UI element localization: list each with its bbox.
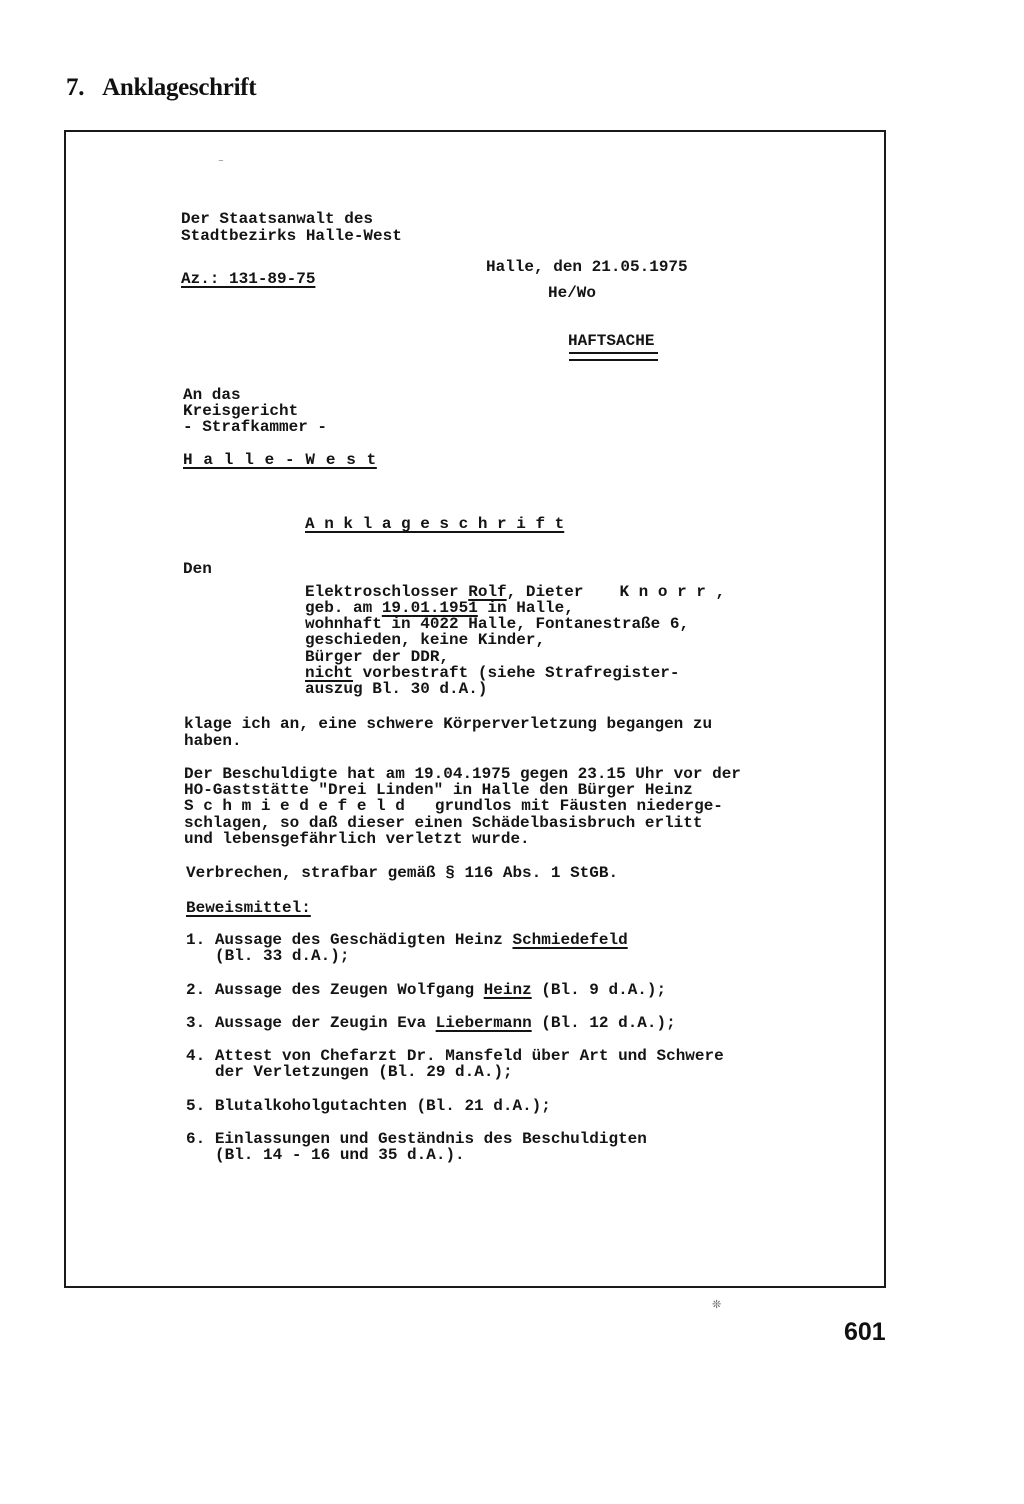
evidence-text: Aussage der Zeugin Eva (214, 1014, 436, 1032)
salutation: Den (183, 560, 212, 578)
evidence-item-line-2: (Bl. 33 d.A.); (215, 947, 350, 965)
evidence-text: Blutalkoholgutachten (Bl. 21 d.A.); (214, 1097, 551, 1115)
victim-name-spaced: S c h m i e d e f e l d (184, 797, 405, 815)
facts-line-4: schlagen, so daß dieser einen Schädelbasisbruch erlitt (184, 814, 703, 832)
facts-line-5: und lebensgefährlich verletzt wurde. (184, 830, 530, 848)
recipient-line-1: An das (183, 386, 241, 404)
scan-speck: ⁻ (218, 156, 224, 169)
recipient-city: H a l l e - W e s t (183, 451, 377, 469)
evidence-heading: Beweismittel: (186, 899, 311, 917)
page-number: 601 (844, 1318, 886, 1346)
charge-line-1: klage ich an, eine schwere Körperverletzung begangen zu (184, 715, 713, 733)
evidence-number: 3. (186, 1014, 206, 1032)
birth-date: 19.01.1951 (381, 599, 478, 617)
evidence-ref: (Bl. 9 d.A.); (531, 981, 667, 999)
evidence-number: 1. (186, 931, 206, 949)
accused-occupation: Elektroschlosser (305, 583, 469, 601)
evidence-item (186, 1015, 676, 1032)
section-number: 7. (66, 74, 85, 101)
evidence-name: Heinz (483, 981, 532, 999)
record-word: nicht (305, 664, 354, 682)
evidence-ref: (Bl. 12 d.A.); (531, 1014, 676, 1032)
case-marker: HAFTSACHE (568, 332, 655, 350)
accused-residence: wohnhaft in 4022 Halle, Fontanestraße 6, (305, 615, 690, 633)
birth-place: in Halle, (477, 599, 574, 617)
accused-surname: K n o r r , (619, 583, 726, 601)
charge-line-2: haben. (184, 732, 242, 750)
evidence-number: 2. (186, 981, 206, 999)
case-marker-double-rule (569, 352, 658, 361)
accused-middle-name: , Dieter (506, 583, 584, 601)
accused-record-ref: auszug Bl. 30 d.A.) (305, 680, 488, 698)
document-title: A n k l a g e s c h r i f t (305, 515, 565, 533)
section-heading (66, 74, 256, 102)
evidence-number: 6. (186, 1130, 206, 1148)
evidence-text: Attest von Chefarzt Dr. Mansfeld über Art und Schwere (214, 1047, 724, 1065)
evidence-text: Aussage des Zeugen Wolfgang (214, 981, 484, 999)
accused-citizenship: Bürger der DDR, (305, 648, 450, 666)
reference-number: Az.: 131-89-75 (181, 270, 316, 288)
evidence-item (186, 1098, 551, 1115)
evidence-number: 4. (186, 1047, 206, 1065)
recipient-line-2: Kreisgericht (183, 402, 299, 420)
recipient-line-3: - Strafkammer - (183, 418, 328, 436)
birth-prefix: geb. am (305, 599, 382, 617)
date-line: Halle, den 21.05.1975 (486, 258, 688, 276)
sender-line-2: Stadtbezirks Halle-West (181, 227, 402, 245)
sender-line-1: Der Staatsanwalt des (181, 210, 374, 228)
evidence-item-line-2: der Verletzungen (Bl. 29 d.A.); (215, 1063, 513, 1081)
evidence-name: Schmiedefeld (512, 931, 628, 949)
facts-line-3 (184, 798, 723, 815)
evidence-text: Einlassungen und Geständnis des Beschuldigten (214, 1130, 647, 1148)
evidence-item-line-2: (Bl. 14 - 16 und 35 d.A.). (215, 1146, 465, 1164)
facts-line-2: HO-Gaststätte "Drei Linden" in Halle den Bürger Heinz (184, 781, 693, 799)
record-rest: vorbestraft (siehe Strafregister- (353, 664, 680, 682)
offense-statement: Verbrechen, strafbar gemäß § 116 Abs. 1 StGB. (186, 864, 619, 882)
accused-first-name: Rolf (468, 583, 507, 601)
evidence-text: Aussage des Geschädigten Heinz (214, 931, 513, 949)
evidence-number: 5. (186, 1097, 206, 1115)
section-title: Anklageschrift (102, 74, 257, 101)
facts-line-3-rest: grundlos mit Fäusten niederge- (434, 797, 723, 815)
evidence-item (186, 982, 666, 999)
initials: He/Wo (548, 284, 597, 302)
scan-speck: ❊ (712, 1298, 722, 1311)
evidence-name: Liebermann (435, 1014, 532, 1032)
facts-line-1: Der Beschuldigte hat am 19.04.1975 gegen 23.15 Uhr vor der (184, 765, 741, 783)
accused-family: geschieden, keine Kinder, (305, 631, 546, 649)
